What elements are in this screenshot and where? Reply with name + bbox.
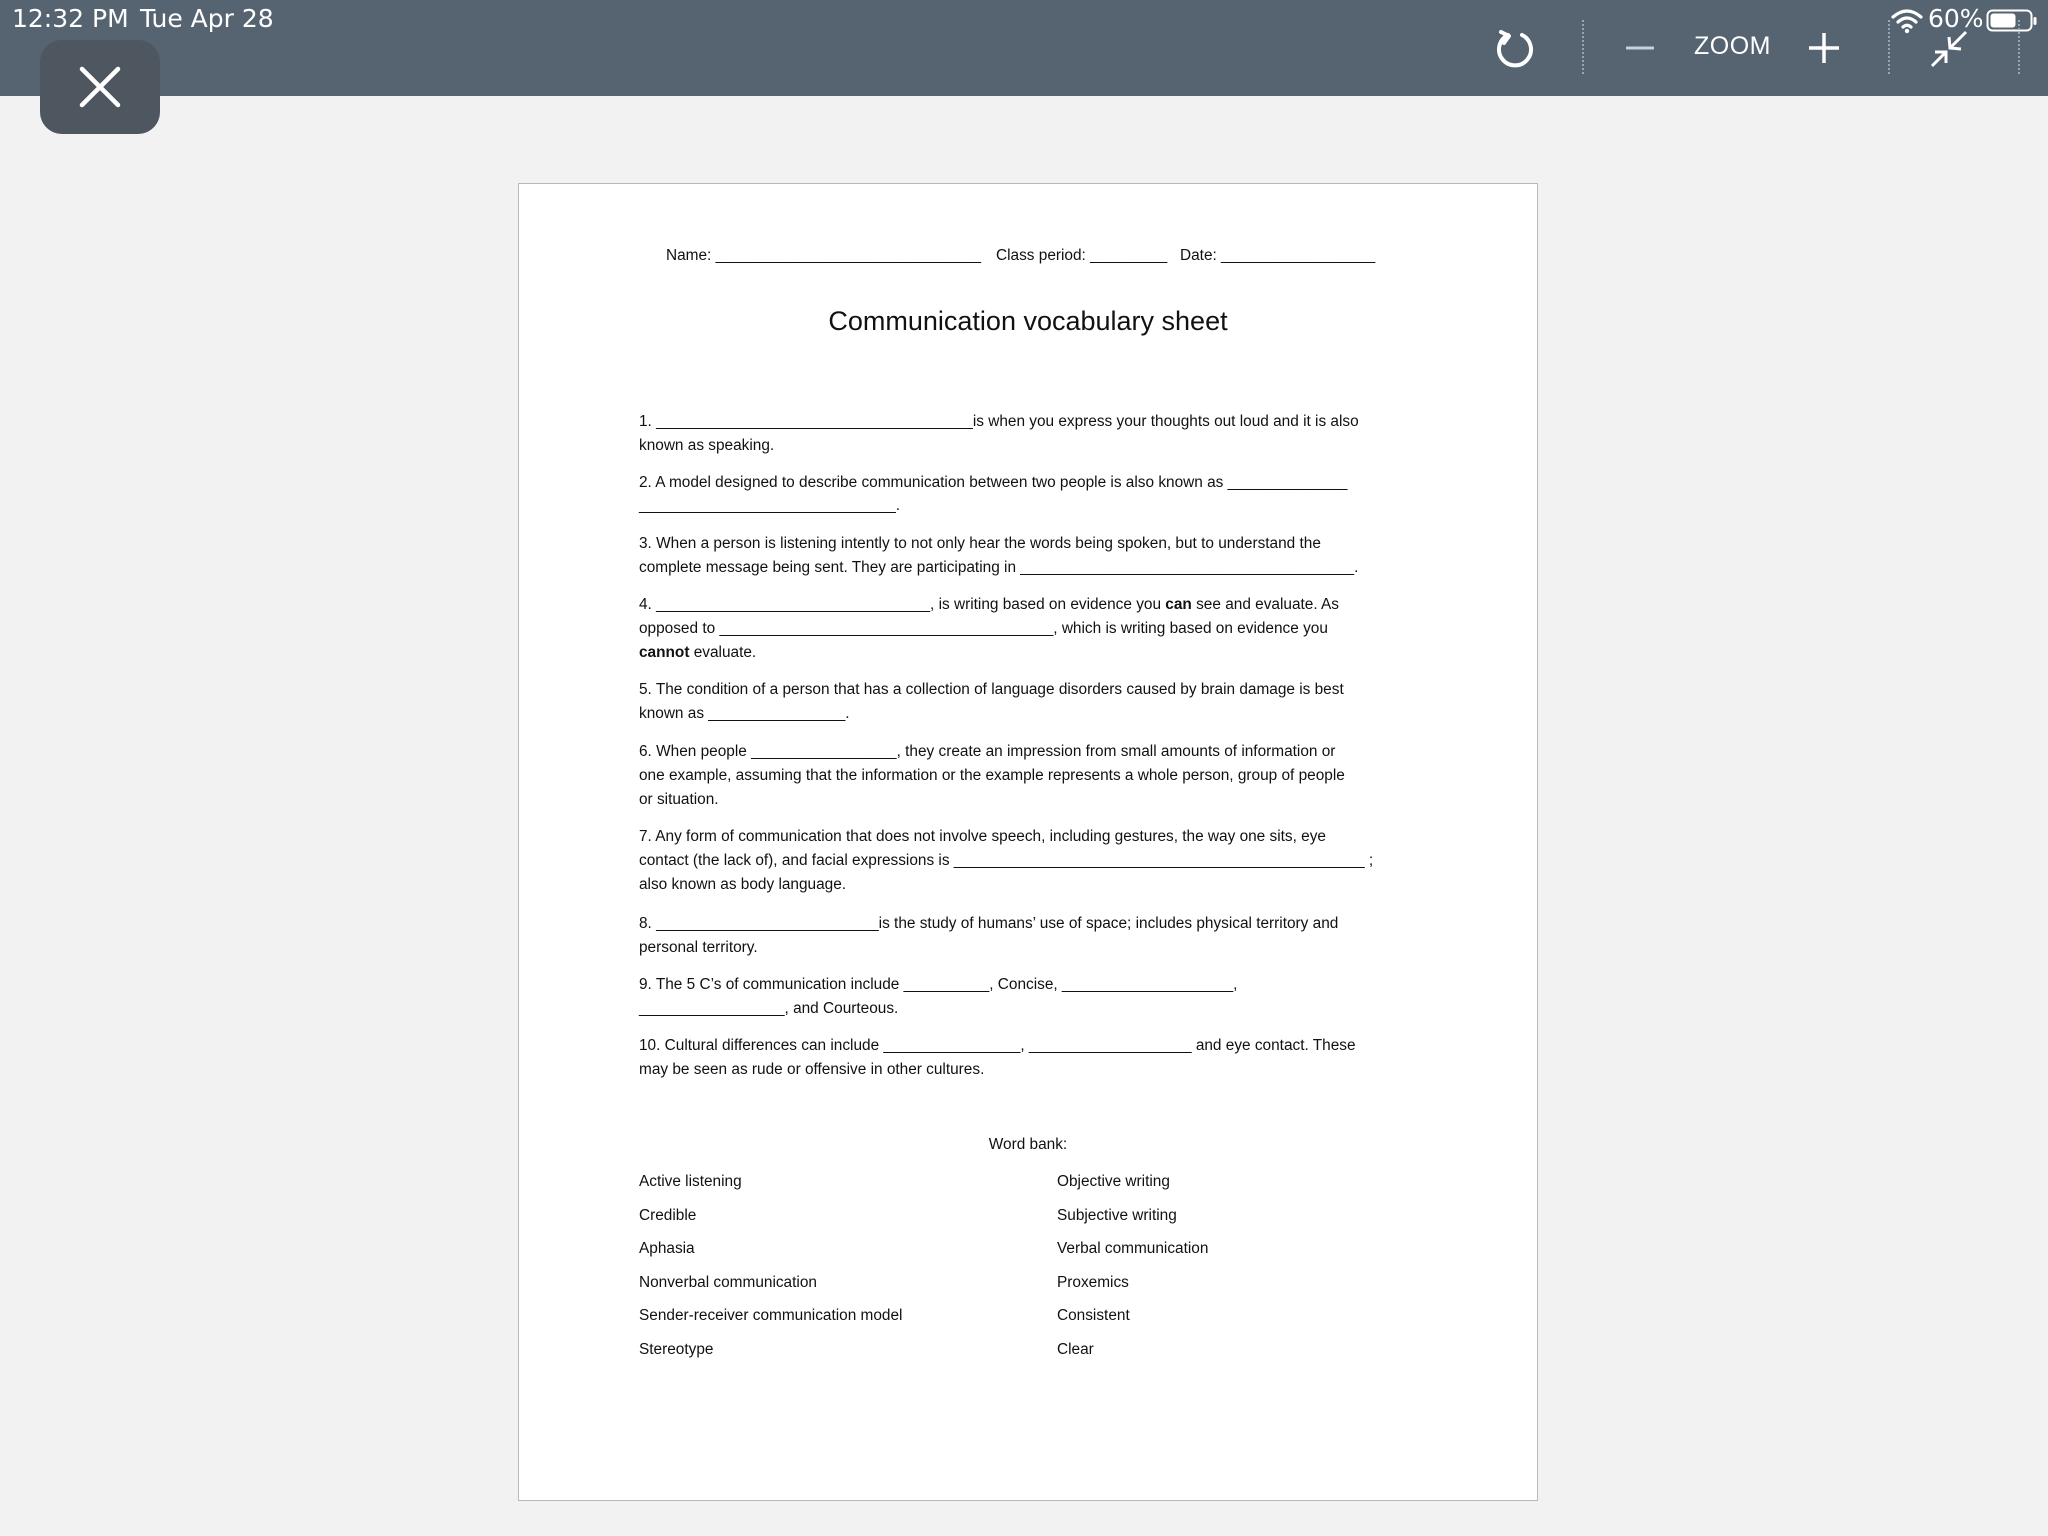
question-line: ______________________________. <box>639 497 901 514</box>
status-time: 12:32 PM <box>12 4 129 33</box>
word-bank-item: Verbal communication <box>1057 1240 1209 1257</box>
zoom-out-icon[interactable] <box>1622 30 1658 66</box>
word-bank-item: Subjective writing <box>1057 1207 1177 1224</box>
document-page <box>518 183 1538 1501</box>
question-line: may be seen as rude or offensive in other cultures. <box>639 1061 985 1078</box>
question-line: 6. When people _________________, they create an impression from small amounts of information or <box>639 743 1336 760</box>
name-field: Name: _______________________________ <box>666 247 981 264</box>
word-bank-item: Credible <box>639 1207 697 1224</box>
top-toolbar <box>0 0 2048 96</box>
question-line: or situation. <box>639 791 719 808</box>
word-bank-item: Aphasia <box>639 1240 695 1257</box>
class-period-field: Class period: _________ <box>996 247 1168 264</box>
word-bank-item: Proxemics <box>1057 1274 1129 1291</box>
question-line: 10. Cultural differences can include ________________, ___________________ and eye contact. These <box>639 1037 1356 1054</box>
question-line: also known as body language. <box>639 876 847 893</box>
question-line: _________________, and Courteous. <box>639 1000 899 1017</box>
question-line: contact (the lack of), and facial expressions is ________________________________________________ ; <box>639 852 1374 869</box>
question-line: one example, assuming that the information or the example represents a whole person, group of people <box>639 767 1345 784</box>
word-bank-item: Clear <box>1057 1341 1094 1358</box>
question-line: 7. Any form of communication that does not involve speech, including gestures, the way one sits, eye <box>639 828 1326 845</box>
word-bank-item: Active listening <box>639 1173 742 1190</box>
question-line: 8. __________________________is the study of humans’ use of space; includes physical territory and <box>639 915 1339 932</box>
toolbar-divider <box>1582 20 1584 74</box>
zoom-in-icon[interactable] <box>1806 30 1842 66</box>
battery-percentage: 60% <box>1928 4 1984 33</box>
wifi-icon <box>1890 8 1924 34</box>
word-bank-item: Nonverbal communication <box>639 1274 817 1291</box>
document-title: Communication vocabulary sheet <box>828 306 1228 336</box>
close-icon <box>77 64 123 110</box>
question-line: 9. The 5 C’s of communication include __________, Concise, ____________________, <box>639 976 1238 993</box>
question-line: opposed to _______________________________________, which is writing based on evidence you <box>639 620 1328 637</box>
toolbar-divider <box>1888 20 1890 74</box>
question-line: cannot evaluate. <box>639 644 757 661</box>
question-line: 2. A model designed to describe communication between two people is also known as ______________ <box>639 474 1348 491</box>
date-field: Date: __________________ <box>1180 247 1376 264</box>
word-bank-item: Sender-receiver communication model <box>639 1307 903 1324</box>
close-button[interactable] <box>40 40 160 134</box>
question-line: 5. The condition of a person that has a collection of language disorders caused by brain damage is best <box>639 681 1344 698</box>
question-line: personal territory. <box>639 939 758 956</box>
word-bank-label: Word bank: <box>988 1136 1068 1153</box>
question-line: 1. _____________________________________is when you express your thoughts out loud and it is also <box>639 413 1359 430</box>
word-bank-item: Stereotype <box>639 1341 714 1358</box>
question-line: 4. ________________________________, is writing based on evidence you can see and evaluate. As <box>639 596 1340 613</box>
question-line: known as speaking. <box>639 437 775 454</box>
question-line: known as ________________. <box>639 705 850 722</box>
status-date: Tue Apr 28 <box>140 4 274 33</box>
word-bank-item: Consistent <box>1057 1307 1130 1324</box>
toolbar-divider <box>2018 20 2020 74</box>
battery-icon <box>1986 8 2040 34</box>
refresh-icon[interactable] <box>1492 26 1538 72</box>
question-line: complete message being sent. They are participating in _______________________________________. <box>639 559 1359 576</box>
word-bank-item: Objective writing <box>1057 1173 1170 1190</box>
question-line: 3. When a person is listening intently to not only hear the words being spoken, but to understand the <box>639 535 1321 552</box>
collapse-icon[interactable] <box>1928 30 1972 70</box>
zoom-label: ZOOM <box>1694 32 1771 60</box>
